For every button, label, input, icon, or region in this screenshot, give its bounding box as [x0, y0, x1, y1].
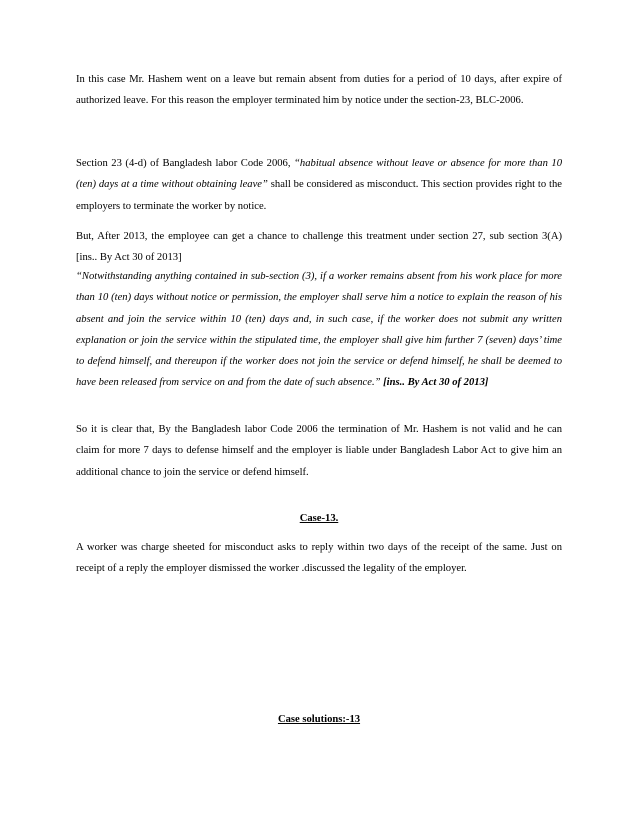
section-27-citation: [ins.. By Act 30 of 2013] — [380, 377, 489, 389]
section-23-quote: “habitual absence without leave or absence for more than 10 (ten) days at a time without obtaining leave” — [76, 158, 562, 191]
section-27-quote: “Notwithstanding anything contained in sub-section (3), if a worker remains absent from his work place for more than 10 (ten) days without notice or permission, the employer shall serve him a notice to explain the reason of his absent and join the service within 10 (ten) days and, in such case, if the worker does not submit any written explanation or join the service within the stipulated time, the employer shall give him further 7 (seven) days’ time to defend himself, and thereupon if the worker does not join the service or defend himself, he shall be deemed to have been released from service on and from the date of such absence.” — [76, 271, 562, 389]
paragraph-section-23 — [76, 153, 562, 217]
paragraph-section-27-quote — [76, 266, 562, 394]
paragraph-case-13: A worker was charge sheeted for misconduct asks to reply within two days of the receipt of the same. Just on receipt of a reply the employer dismissed the worker .discussed the legality of the employer. — [76, 542, 562, 575]
heading-case-solutions: Case solutions:-13 — [277, 714, 361, 725]
paragraph-conclusion: So it is clear that, By the Bangladesh labor Code 2006 the termination of Mr. Hashem is not valid and he can claim for more 7 days to defense himself and the employer is liable under Bangladesh Labor Act to give him an additional chance to join the service or defend himself. — [76, 424, 562, 478]
paragraph-after-2013: But, After 2013, the employee can get a chance to challenge this treatment under section 27, sub section 3(A) [ins.. By Act 30 of 2013] — [76, 231, 562, 264]
section-23-rest: shall be considered as misconduct. This section provides right to the employers to terminate the worker by notice. — [76, 179, 562, 212]
section-23-intro: Section 23 (4-d) of Bangladesh labor Code 2006, — [76, 158, 295, 169]
paragraph-case-facts: In this case Mr. Hashem went on a leave but remain absent from duties for a period of 10 days, after expire of authorized leave. For this reason the employer terminated him by notice under the section-23, BLC-2006. — [76, 74, 562, 107]
heading-case-13: Case-13. — [299, 513, 339, 524]
